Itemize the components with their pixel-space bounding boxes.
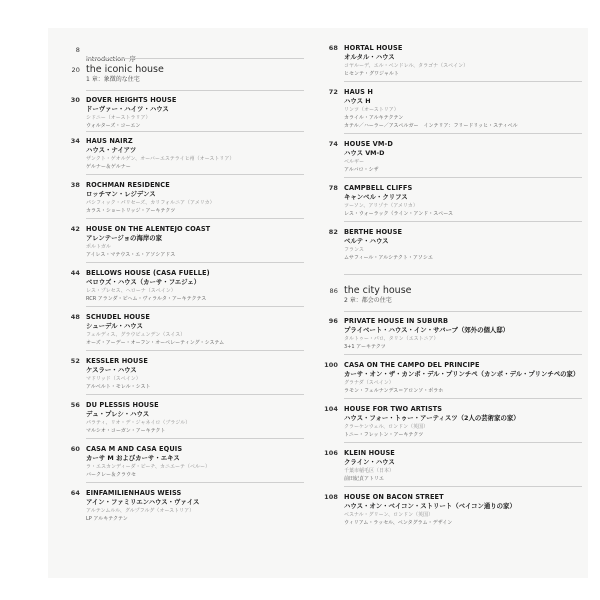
entry-page-number: 82: [328, 228, 338, 236]
chapter-subtitle: 1 章：象徴的な住宅: [86, 76, 140, 83]
entry-title-ja: ハウス VM-D: [344, 149, 385, 157]
entry-title-ja: アレンテージョの海岸の家: [86, 234, 163, 242]
entry-title-ja: ベロウズ・ハウス（カーサ・フエジェ）: [86, 278, 201, 286]
divider: [344, 398, 582, 399]
divider: [344, 486, 582, 487]
entry-location: ベルギー: [344, 159, 365, 165]
divider: [86, 394, 304, 395]
entry-architect: ウォルターズ・コーエン: [86, 123, 141, 129]
entry-title-ja: カーサ M およびカーサ・エキス: [86, 454, 180, 462]
divider: [86, 90, 304, 91]
entry-location: 千葉市稲毛区（日本）: [344, 468, 395, 474]
entry-title-ja: オルタル・ハウス: [344, 53, 395, 61]
entry-title-ja: クライン・ハウス: [344, 458, 395, 466]
divider: [344, 442, 582, 443]
intro-page-number: 8: [75, 46, 80, 54]
divider: [344, 81, 582, 82]
entry-location: クラーケンウェル、ロンドン（英国）: [344, 424, 429, 430]
toc-page: [48, 28, 588, 578]
entry-title-ja: ケスラー・ハウス: [86, 366, 137, 374]
entry-title: HORTAL HOUSE: [344, 44, 403, 52]
chapter-subtitle: 2 章：都会の住宅: [344, 297, 392, 304]
entry-architect: LP アルキテクテン: [86, 516, 128, 522]
entry-title: HOUSE ON BACON STREET: [344, 493, 444, 501]
entry-location: ポルトガル: [86, 244, 111, 250]
entry-page-number: 34: [70, 137, 80, 145]
entry-location: フェルディス、グラウビュンデン（スイス）: [86, 332, 186, 338]
entry-title: HOUSE ON THE ALENTEJO COAST: [86, 225, 211, 233]
entry-title-ja: ハウス H: [344, 97, 371, 105]
entry-title-ja: ベルテ・ハウス: [344, 237, 389, 245]
divider: [344, 177, 582, 178]
entry-title: EINFAMILIENHAUS WEISS: [86, 489, 182, 497]
entry-location: タルトゥー・パロ、タリン（エストニア）: [344, 336, 439, 342]
entry-title: KESSLER HOUSE: [86, 357, 148, 365]
entry-location: グラナダ（スペイン）: [344, 380, 394, 386]
entry-location: パシフィック・パリセーズ、カリフォルニア（アメリカ）: [86, 200, 215, 206]
entry-title-ja: シューデル・ハウス: [86, 322, 143, 330]
entry-title-ja: カーサ・オン・ザ・カンポ・デル・プリンチペ（カンポ・デル・プリンチペの家）: [344, 370, 580, 378]
entry-page-number: 44: [70, 269, 80, 277]
entry-title: BELLOWS HOUSE (CASA FUELLE): [86, 269, 210, 277]
chapter-page-number: 86: [329, 287, 338, 295]
chapter-title: the iconic house: [86, 64, 164, 75]
entry-title-ja: ドーヴァー・ハイツ・ハウス: [86, 105, 169, 113]
entry-page-number: 68: [328, 44, 338, 52]
chapter-title: the city house: [344, 285, 412, 296]
entry-title: HOUSE VM-D: [344, 140, 393, 148]
entry-page-number: 64: [70, 489, 80, 497]
entry-architect-extra: カテル／ハーラー／アスペルガー インテリア：フリードリッヒ・スティベル: [344, 123, 518, 129]
entry-title-ja: デュ・プレシ・ハウス: [86, 410, 150, 418]
entry-page-number: 60: [70, 445, 80, 453]
entry-title: BERTHE HOUSE: [344, 228, 403, 236]
divider: [86, 58, 304, 59]
entry-title: PRIVATE HOUSE IN SUBURB: [344, 317, 449, 325]
entry-architect: カライル・アルキテクテン: [344, 115, 404, 121]
entry-title-ja: キャンベル・クリフス: [344, 193, 408, 201]
entry-architect: ウィリアム・ラッセル、ペンタグラム・デザイン: [344, 520, 453, 526]
entry-location: ベスナル・グリーン、ロンドン（英国）: [344, 512, 434, 518]
entry-title: HAUS H: [344, 88, 373, 96]
entry-architect: オーズ・アーデー・オーフン・オーペレーティング・システム: [86, 340, 225, 346]
divider: [344, 354, 582, 355]
divider: [86, 218, 304, 219]
entry-architect: アルバロ・シザ: [344, 167, 379, 173]
entry-architect: 3+1 アーキテクツ: [344, 344, 386, 350]
entry-location: ザンクト・ゲオルゲン、オーバーエステライヒ州（オーストリア）: [86, 156, 235, 162]
entry-architect: レス・ウォーラック（ライン・アンド・スペース: [344, 211, 453, 217]
entry-page-number: 108: [324, 493, 338, 501]
entry-architect: マルシオ・コーガン・アーキテクト: [86, 428, 166, 434]
entry-architect: アイレス・マテウス・エ・アソシアドス: [86, 252, 176, 258]
divider: [86, 306, 304, 307]
entry-architect: ムサフィール・アルシテクト・アソシエ: [344, 255, 433, 261]
entry-architect: アルベルト・モレル・シスト: [86, 384, 151, 390]
entry-page-number: 100: [324, 361, 338, 369]
entry-location: フランス: [344, 247, 364, 253]
entry-page-number: 52: [70, 357, 80, 365]
entry-title: CASA M AND CASA EQUIS: [86, 445, 183, 453]
entry-page-number: 30: [70, 96, 80, 104]
entry-title: SCHUDEL HOUSE: [86, 313, 150, 321]
divider: [86, 131, 304, 132]
entry-page-number: 72: [328, 88, 338, 96]
entry-architect: ラモン・フェルナンデス＝アロンソ・ボラホ: [344, 388, 444, 394]
divider: [86, 438, 304, 439]
entry-title-ja: アイン・ファミリエンハウス・ヴァイス: [86, 498, 200, 506]
divider: [86, 262, 304, 263]
divider: [344, 221, 582, 222]
divider: [86, 174, 304, 175]
entry-location: ラ・エスカンディーダ・ビーチ、カニエーテ（ペルー）: [86, 464, 211, 470]
entry-location: レス・プレセス、ヘローナ（スペイン）: [86, 288, 176, 294]
entry-title-ja: ハウス・ナイアツ: [86, 146, 137, 154]
chapter-page-number: 20: [71, 66, 80, 74]
entry-page-number: 104: [324, 405, 338, 413]
divider: [344, 274, 582, 275]
entry-page-number: 78: [328, 184, 338, 192]
entry-architect: 前田紀貞アトリエ: [344, 476, 384, 482]
entry-location: コヤルーデ、エル・ベンドレル、タラゴナ（スペイン）: [344, 63, 469, 69]
entry-title: HOUSE FOR TWO ARTISTS: [344, 405, 443, 413]
divider: [86, 482, 304, 483]
entry-page-number: 38: [70, 181, 80, 189]
entry-architect: バークレー＆クラウセ: [86, 472, 137, 478]
entry-location: マドリッド（スペイン）: [86, 376, 141, 382]
entry-title: HAUS NAIRZ: [86, 137, 133, 145]
entry-architect: ゲルナー＆ゲルナー: [86, 164, 131, 170]
entry-location: ツーソン、アリゾナ（アメリカ）: [344, 203, 418, 209]
entry-title: CASA ON THE CAMPO DEL PRINCIPE: [344, 361, 480, 369]
entry-architect: ヒセンテ・グワジャルト: [344, 71, 399, 77]
entry-page-number: 42: [70, 225, 80, 233]
divider: [344, 133, 582, 134]
divider: [344, 311, 582, 312]
entry-page-number: 96: [328, 317, 338, 325]
entry-architect: カラス・ショートリッジ・アーキテクツ: [86, 208, 176, 214]
entry-page-number: 56: [70, 401, 80, 409]
entry-page-number: 48: [70, 313, 80, 321]
entry-title: DOVER HEIGHTS HOUSE: [86, 96, 177, 104]
intro-label: introduction 序: [86, 55, 136, 63]
entry-title-ja: ハウス・オン・ベイコン・ストリート（ベイコン通りの家）: [344, 502, 516, 510]
entry-title-ja: ロッチマン・レジデンス: [86, 190, 156, 198]
entry-location: リンツ（オーストリア）: [344, 107, 399, 113]
entry-location: シドニー（オーストラリア）: [86, 115, 151, 121]
entry-location: パラティ、リオ・デ・ジャネイロ（ブラジル）: [86, 420, 191, 426]
entry-architect: トニー・フレットン・アーキテクツ: [344, 432, 424, 438]
entry-page-number: 106: [324, 449, 338, 457]
entry-architect: RCR アランダ・ピヘム・ヴィラルタ・アーキテクテス: [86, 296, 207, 302]
entry-title: ROCHMAN RESIDENCE: [86, 181, 170, 189]
entry-page-number: 74: [328, 140, 338, 148]
entry-title-ja: ハウス・フォー・トゥー・アーティスツ（2人の芸術家の家）: [344, 414, 520, 422]
entry-location: アルテンムルル、グルプフルグ（オーストリア）: [86, 508, 195, 514]
entry-title: DU PLESSIS HOUSE: [86, 401, 159, 409]
divider: [86, 350, 304, 351]
entry-title: CAMPBELL CLIFFS: [344, 184, 413, 192]
entry-title-ja: プライベート・ハウス・イン・サバーブ（郊外の個人邸）: [344, 326, 510, 334]
entry-title: KLEIN HOUSE: [344, 449, 395, 457]
